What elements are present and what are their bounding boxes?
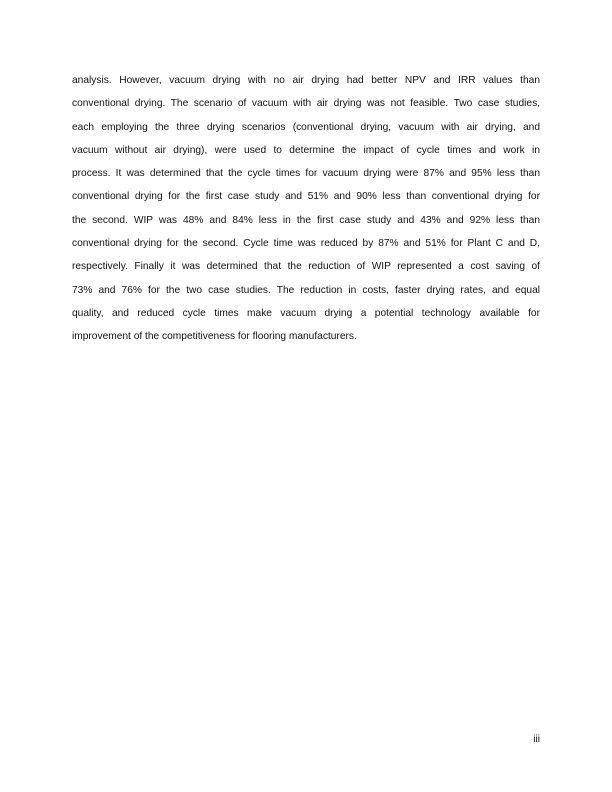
paragraph-line: each employing the three drying scenarios (conventional drying, vacuum with air drying, and <box>72 121 540 133</box>
paragraph-line: vacuum without air drying), were used to determine the impact of cycle times and work in <box>72 144 540 156</box>
paragraph-line: conventional drying for the first case study and 51% and 90% less than conventional drying for <box>72 191 540 203</box>
paragraph-line: conventional drying. The scenario of vacuum with air drying was not feasible. Two case studies, <box>72 98 540 110</box>
paragraph-line: conventional drying for the second. Cycle time was reduced by 87% and 51% for Plant C and D, <box>72 238 540 250</box>
paragraph-line: respectively. Finally it was determined that the reduction of WIP represented a cost saving of <box>72 261 540 273</box>
paragraph-line: improvement of the competitiveness for flooring manufacturers. <box>72 331 357 343</box>
paragraph-line: 73% and 76% for the two case studies. The reduction in costs, faster drying rates, and equal <box>72 284 540 296</box>
page-number: iii <box>533 734 540 745</box>
paragraph-line: the second. WIP was 48% and 84% less in the first case study and 43% and 92% less than <box>72 214 540 226</box>
paragraph-line: quality, and reduced cycle times make vacuum drying a potential technology available for <box>72 307 540 319</box>
paragraph-line: analysis. However, vacuum drying with no air drying had better NPV and IRR values than <box>72 75 540 86</box>
abstract-paragraph <box>72 69 540 349</box>
paragraph-line: process. It was determined that the cycle times for vacuum drying were 87% and 95% less than <box>72 168 540 180</box>
